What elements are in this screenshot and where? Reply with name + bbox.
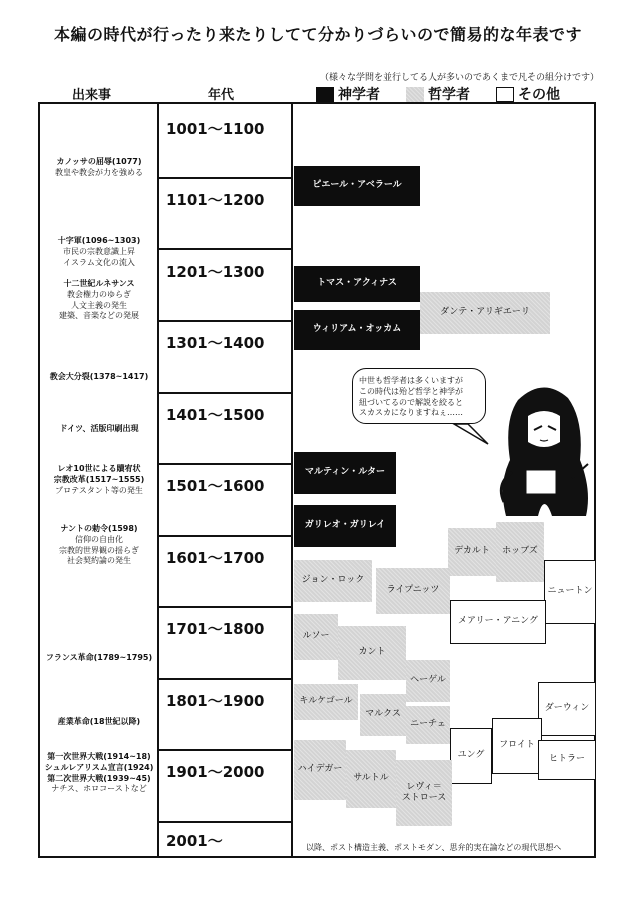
event-printing-press <box>40 424 158 435</box>
grouping-note: （様々な学問を並行してる人が多いのであくまで凡その組分けです） <box>320 73 600 83</box>
figure-aquinas: トマス・アクィナス <box>294 266 420 302</box>
era-divider <box>158 749 292 751</box>
event-crusades <box>40 236 158 268</box>
figure-locke: ジョン・ロック <box>294 560 372 602</box>
legend-label-theologian: 神学者 <box>338 87 380 103</box>
event-canossa <box>40 157 158 179</box>
event-title: 十二世紀ルネサンス <box>63 279 135 288</box>
era-divider <box>158 821 292 823</box>
figure-name-line: ストロース <box>401 793 447 803</box>
event-detail: 教皇や教会が力を強める <box>55 167 143 177</box>
event-edict-of-nantes <box>40 524 158 567</box>
era-divider <box>158 177 292 179</box>
event-title: ドイツ、活版印刷出現 <box>59 424 139 433</box>
legend-other <box>496 84 560 104</box>
figure-levi-strauss <box>396 760 452 826</box>
speech-line: この時代は殆ど哲学と神学が <box>359 386 463 396</box>
era-label: 1001～1100 <box>166 120 265 138</box>
figure-ockham: ウィリアム・オッカム <box>294 310 420 350</box>
event-title: シュルレアリスム宣言(1924) <box>44 762 154 772</box>
event-title: 十字軍(1096~1303) <box>57 236 141 245</box>
figure-abelard: ピエール・アベラール <box>294 166 420 206</box>
figure-luther: マルティン・ルター <box>294 452 396 494</box>
event-french-revolution <box>40 653 158 664</box>
speech-line: 中世も哲学者は多くいますが <box>359 376 463 385</box>
legend-theologian <box>316 84 380 104</box>
figure-hegel: ヘーゲル <box>406 660 450 702</box>
event-title: 第一次世界大戦(1914~18) <box>47 752 151 761</box>
event-title: カノッサの屈辱(1077) <box>56 157 142 166</box>
events-column-header: 出来事 <box>72 88 112 103</box>
figure-marx: マルクス <box>360 694 406 736</box>
event-detail: プロテスタント等の発生 <box>55 485 143 495</box>
legend-swatch-philosopher <box>406 87 424 102</box>
column-divider-era <box>291 102 293 858</box>
figure-freud: フロイト <box>492 718 542 774</box>
era-label: 1301～1400 <box>166 334 265 352</box>
event-title: フランス革命(1789~1795) <box>45 653 153 662</box>
footnote: 以降、ポスト構造主義、ポストモダン、思弁的実在論などの現代思想へ <box>306 843 562 852</box>
legend-label-other: その他 <box>518 87 560 103</box>
legend-philosopher <box>406 84 470 104</box>
figure-descartes: デカルト <box>448 528 496 576</box>
legend-swatch-other <box>496 87 514 102</box>
era-label: 1601～1700 <box>166 549 265 567</box>
character-illustration <box>488 380 598 520</box>
figure-darwin: ダーウィン <box>538 682 596 736</box>
event-title: ナントの勅令(1598) <box>60 524 138 533</box>
event-title: レオ10世による贖宥状 <box>57 464 141 473</box>
figure-jung: ユング <box>450 728 492 784</box>
event-detail: 信仰の自由化 <box>75 534 123 544</box>
figure-dante: ダンテ・アリギエーリ <box>420 292 550 334</box>
event-title: 教会大分裂(1378~1417) <box>49 372 149 381</box>
speech-line: スカスカになりますねぇ…… <box>359 408 463 418</box>
era-divider <box>158 320 292 322</box>
legend-swatch-theologian <box>316 87 334 102</box>
era-label: 1701～1800 <box>166 620 265 638</box>
event-western-schism <box>40 372 158 383</box>
event-20th-century <box>40 752 158 795</box>
era-divider <box>158 606 292 608</box>
event-detail: 人文主義の発生 <box>71 300 127 310</box>
figure-anning: メアリー・アニング <box>450 600 546 644</box>
page-title: 本編の時代が行ったり来たりしてて分かりづらいので簡易的な年表です <box>53 25 582 44</box>
event-detail: 市民の宗教意識上昇 <box>63 246 135 256</box>
era-label: 2001～ <box>166 832 223 850</box>
event-detail: 教会権力のゆらぎ <box>67 289 131 299</box>
figure-galileo: ガリレオ・ガリレイ <box>294 505 396 547</box>
speech-bubble <box>352 368 486 424</box>
event-twelfth-century-renaissance <box>40 279 158 322</box>
speech-line: 紐づいてるので解説を絞ると <box>359 397 463 407</box>
event-detail: ナチス、ホロコーストなど <box>51 784 147 794</box>
era-column-header: 年代 <box>208 88 235 103</box>
event-detail: 宗教的世界観の揺らぎ <box>59 545 139 555</box>
legend-label-philosopher: 哲学者 <box>428 87 470 103</box>
event-title: 宗教改革(1517~1555) <box>53 474 145 484</box>
event-detail: 社会契約論の発生 <box>67 556 131 566</box>
event-title: 産業革命(18世紀以降) <box>57 717 141 726</box>
figure-kierkegaard: キルケゴール <box>294 684 358 720</box>
era-label: 1501～1600 <box>166 477 265 495</box>
era-divider <box>158 248 292 250</box>
figure-newton: ニュートン <box>544 560 596 624</box>
figure-sartre: サルトル <box>346 750 396 808</box>
era-divider <box>158 535 292 537</box>
figure-heidegger: ハイデガー <box>294 740 346 800</box>
era-label: 1901～2000 <box>166 763 265 781</box>
figure-hobbes: ホッブズ <box>496 522 544 582</box>
event-detail: イスラム文化の流入 <box>63 257 135 267</box>
figure-leibniz: ライプニッツ <box>376 568 450 614</box>
figure-hitler: ヒトラー <box>538 740 596 780</box>
figure-nietzsche: ニーチェ <box>406 706 450 744</box>
era-divider <box>158 463 292 465</box>
event-reformation <box>40 464 158 496</box>
figure-kant: カント <box>338 626 406 680</box>
era-label: 1401～1500 <box>166 406 265 424</box>
event-title: 第二次世界大戦(1939~45) <box>47 773 151 783</box>
era-label: 1801～1900 <box>166 692 265 710</box>
era-divider <box>158 678 292 680</box>
era-divider <box>158 392 292 394</box>
era-label: 1201～1300 <box>166 263 265 281</box>
figure-rousseau: ルソー <box>294 614 338 660</box>
speech-bubble-tail <box>452 422 492 448</box>
figure-name-line: レヴィ＝ <box>406 781 442 792</box>
event-detail: 建築、音楽などの発展 <box>59 311 139 321</box>
era-label: 1101～1200 <box>166 191 265 209</box>
event-industrial-revolution <box>40 717 158 728</box>
